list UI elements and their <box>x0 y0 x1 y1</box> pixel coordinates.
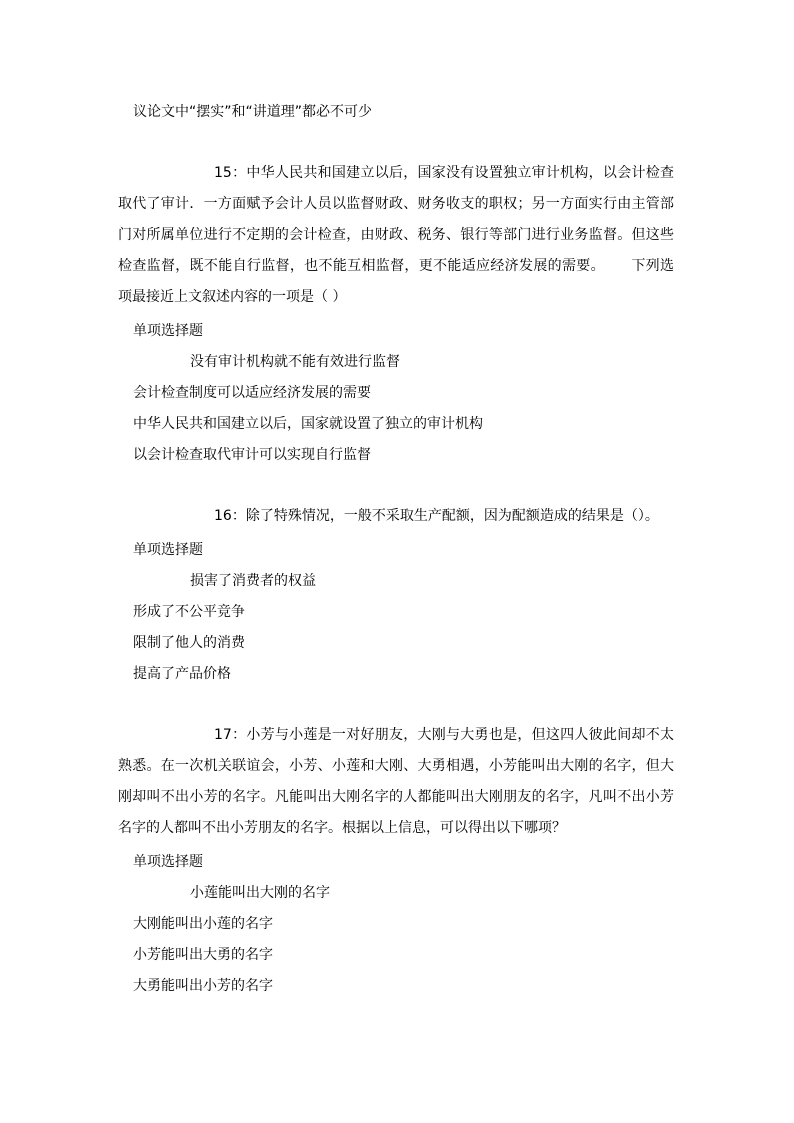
question-17-type: 单项选择题 <box>133 854 203 870</box>
intro-text: 议论文中“摆实”和“讲道理”都必不可少 <box>133 104 373 120</box>
question-17-option-a: 小莲能叫出大刚的名字 <box>190 885 330 901</box>
question-17-option-b: 大刚能叫出小莲的名字 <box>133 916 273 932</box>
question-16-stem: 16：除了特殊情况，一般不采取生产配额，因为配额造成的结果是（）。 <box>214 508 659 524</box>
question-16-option-d: 提高了产品价格 <box>133 666 231 682</box>
question-15-option-c: 中华人民共和国建立以后，国家就设置了独立的审计机构 <box>133 416 483 432</box>
question-16-option-a: 损害了消费者的权益 <box>190 573 316 589</box>
question-17-option-c: 小芳能叫出大勇的名字 <box>133 947 273 963</box>
question-16-option-b: 形成了不公平竞争 <box>133 604 245 620</box>
question-15-option-a: 没有审计机构就不能有效进行监督 <box>190 354 400 370</box>
question-15-type: 单项选择题 <box>133 323 203 339</box>
question-17-stem: 17：小芳与小莲是一对好朋友，大刚与大勇也是，但这四人彼此间却不太熟悉。在一次机关联谊会，小芳、小莲和大刚、大勇相遇，小芳能叫出大刚的名字，但大刚却叫不出小芳的名字。凡能叫出大刚名字的人都能叫出大刚朋友的名字，凡叫不出小芳名字的人都叫不出小芳朋友的名字。根据以上信息，可以得出以下哪项？ <box>118 727 674 836</box>
question-17-option-d: 大勇能叫出小芳的名字 <box>133 978 273 994</box>
question-16-type: 单项选择题 <box>133 542 203 558</box>
question-16-option-c: 限制了他人的消费 <box>133 635 245 651</box>
question-15-option-d: 以会计检查取代审计可以实现自行监督 <box>133 447 371 463</box>
question-15-stem: 15：中华人民共和国建立以后，国家没有设置独立审计机构，以会计检查取代了审计．一方面赋予会计人员以监督财政、财务收支的职权；另一方面实行由主管部门对所属单位进行不定期的会计检查，由财政、税务、银行等部门进行业务监督。但这些检查监督，既不能自行监督，也不能互相监督，更不能适应经济发展的需要。 下列选项最接近上文叙述内容的一项是（ ） <box>118 165 674 305</box>
question-15-option-b: 会计检查制度可以适应经济发展的需要 <box>133 385 371 401</box>
